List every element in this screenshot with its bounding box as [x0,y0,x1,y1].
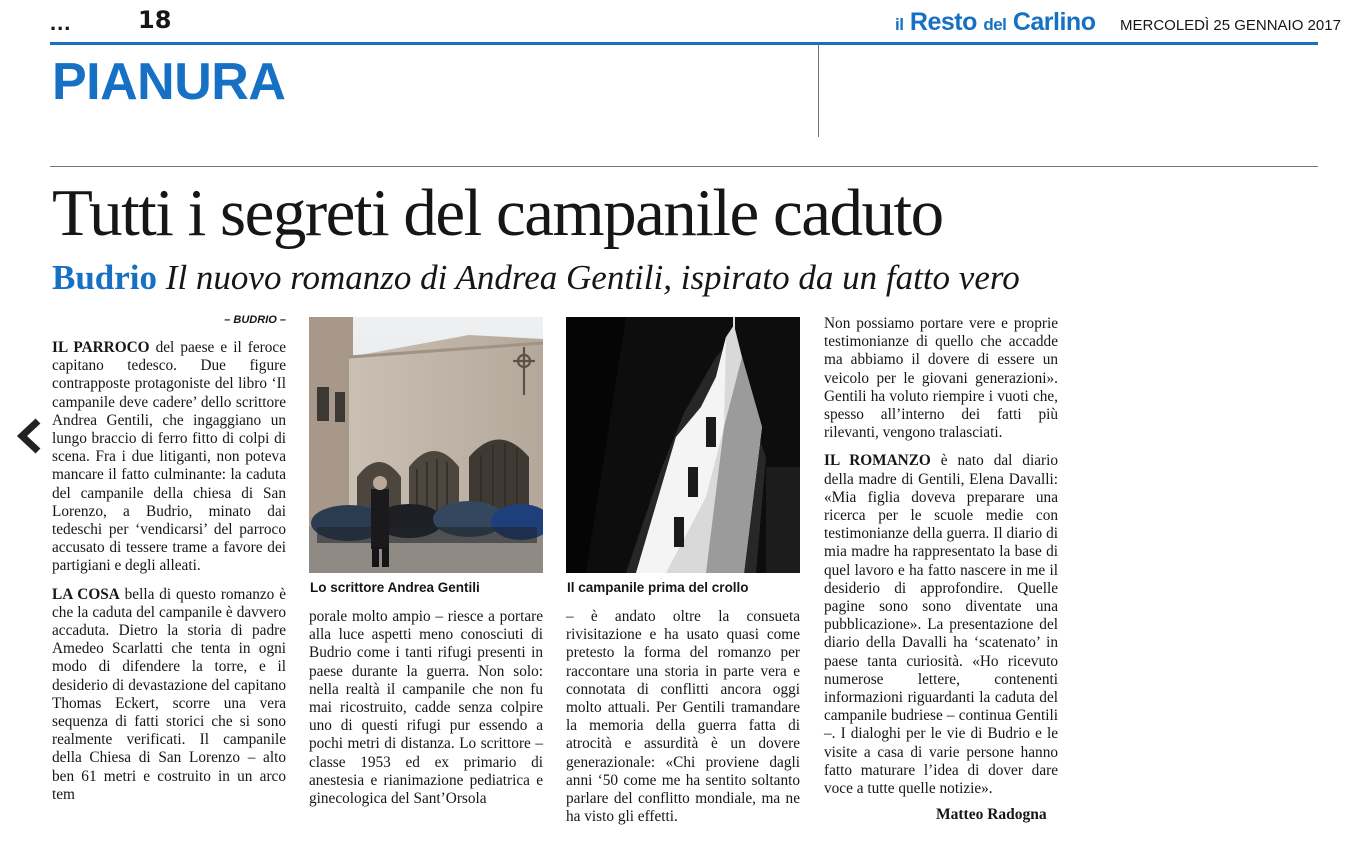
photo-bell-tower-caption: Il campanile prima del crollo [567,580,749,595]
page-number: 18 [138,6,172,34]
menu-dots[interactable]: ... [50,10,72,35]
body-text: del paese e il feroce capitano tedesco. Due figure contrapposte protagoniste del libro ‘Il campanile deve cadere’ dello scrittore Andrea Gentili, che ingaggiano un lungo braccio di ferro fitto di colpi di scena. Fra i due litiganti, non poteva mancare il fatto culminante: la caduta del campanile della chiesa di San Lorenzo, a Budrio, minato dai tedeschi per ‘vendicarsi’ del parroco accusato di tessere trame a favore dei partigiani e degli alleati. [52,339,286,575]
masthead-logo [895,8,1095,37]
photo-author-caption: Lo scrittore Andrea Gentili [310,580,480,595]
photo-author [309,317,543,573]
paragraph-3 [824,452,1058,798]
column-2 [309,608,543,808]
section-title: PIANURA [52,53,286,111]
article-subhead [52,258,1020,298]
photo-bell-tower [566,317,800,573]
dateline: – BUDRIO – [224,314,286,326]
column-1 [52,339,286,804]
header-divider [818,45,819,137]
lead-word: LA COSA [52,585,120,603]
issue-date: MERCOLEDÌ 25 GENNAIO 2017 [1120,17,1341,34]
top-rule [50,42,1318,45]
logo-carlino: Carlino [1012,8,1096,36]
body-text: – è andato oltre la consueta rivisitazione e ha usato quasi come pretesto la forma del romanzo per raccontare una storia in parte vera e connotata di conflitti ancora oggi molto attuali. Per Gentili tramandare la memoria della guerra fatta di atrocità e assurdità è un dovere generazionale: «Chi proviene dagli anni ‘50 come me ha sentito soltanto parlare del conflitto mondiale, ma ne ha visto gli effetti. [566,608,800,826]
body-text: è nato dal diario della madre di Gentili, Elena Davalli: «Mia figlia doveva preparare una ricerca per le scuole medie con testimonianze della guerra. Il diario di mia madre ha rappresentato la base di quel lavoro e ha fatto nascere in me il desiderio di approfondire. Quelle pagine sono sono diventate una pubblicazione». La presentazione del diario della Davalli ha ‘scatenato’ in paese tanta curiosità. «Ho ricevuto numerose lettere, contenenti informazioni riguardanti la caduta del campanile budriese – continua Gentili –. I dialoghi per le vie di Budrio e le visite a casa di varie persone hanno fatto maturare l’idea di dover dare voce a tutte quelle notizie». [824,452,1058,798]
deck: Il nuovo romanzo di Andrea Gentili, ispirato da un fatto vero [165,258,1020,297]
kicker: Budrio [52,258,158,297]
lead-word: IL ROMANZO [824,452,931,470]
paragraph-2 [52,586,286,804]
article-headline: Tutti i segreti del campanile caduto [52,176,943,250]
body-text: bella di questo romanzo è che la caduta del campanile è davvero accaduta. Dietro la storia di padre Amedeo Scarlatti che tenta in ogni modo di difendere la torre, e il desiderio di devastazione del capitano Thomas Eckert, scorre una vera sequenza di fatti storici che si sono realmente verificati. Il campanile della Chiesa di San Lorenzo – alto ben 61 metri e costruito in un arco tem [52,585,286,803]
body-text: porale molto ampio – riesce a portare alla luce aspetti meno conosciuti di Budrio come i tanti rifugi presenti in paese durante la guerra. Non solo: nella realtà il campanile che non fu mai ricostruito, cadde senza colpire uno di questi rifugi pur essendo a pochi metri di distanza. Lo scrittore – classe 1953 ed ex primario di anestesia e rianimazione pediatrica e ginecologica del Sant’Orsola [309,608,543,808]
logo-il: il [895,15,904,34]
column-4 [824,315,1058,798]
byline: Matteo Radogna [936,806,1047,823]
headline-rule [50,166,1318,167]
chevron-left-icon[interactable] [14,418,46,454]
lead-word: IL PARROCO [52,339,150,356]
logo-del: del [983,15,1007,34]
paragraph-1 [52,339,286,576]
body-text: Non possiamo portare vere e proprie testimonianze di quello che accadde ma abbiamo il dovere di essere un veicolo per le giovani generazioni». Gentili ha voluto riempire i vuoti che, spesso all’interno dei fatti più rilevanti, vengono tralasciati. [824,315,1058,442]
column-3 [566,608,800,826]
logo-resto: Resto [909,8,977,36]
